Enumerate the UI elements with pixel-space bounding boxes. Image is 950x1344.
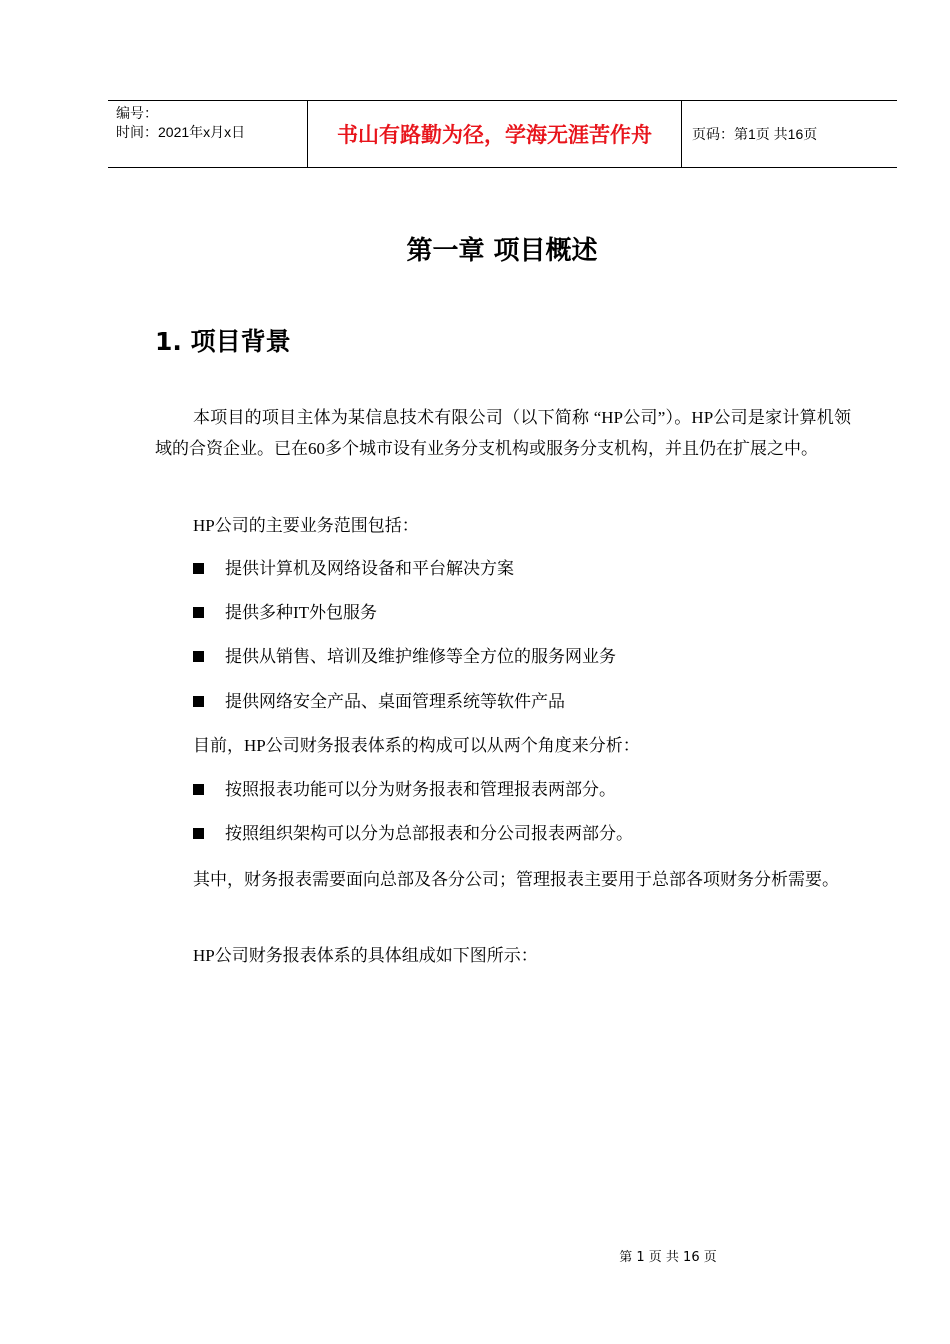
- list-item: [193, 641, 616, 672]
- square-bullet-icon: [193, 696, 204, 707]
- list-item-text: 提供网络安全产品、桌面管理系统等软件产品: [225, 692, 565, 711]
- list-item-text: 提供从销售、培训及维护维修等全方位的服务网业务: [225, 647, 616, 666]
- paragraph-figure-intro: [155, 940, 851, 971]
- square-bullet-icon: [193, 828, 204, 839]
- square-bullet-icon: [193, 563, 204, 574]
- page-footer: 第 1 页 共 16 页: [619, 1250, 717, 1265]
- header-page-info: 页码：第1页 共16页: [692, 126, 818, 142]
- chapter-title: 第一章 项目概述: [406, 236, 598, 266]
- list-item: [193, 818, 633, 849]
- paragraph-analysis-intro: [155, 730, 851, 761]
- paragraph-company-intro: [155, 402, 851, 464]
- list-item-text: 按照组织架构可以分为总部报表和分公司报表两部分。: [225, 824, 633, 843]
- paragraph-text: 本项目的项目主体为某信息技术有限公司（以下简称 “HP公司”）。HP公司是家计算机领域的合资企业。已在60多个城市设有业务分支机构或服务分支机构，并且仍在扩展之中。: [155, 408, 851, 458]
- list-item: [193, 774, 616, 805]
- header-meta: [108, 101, 308, 167]
- paragraph-text: HP公司财务报表体系的具体组成如下图所示：: [193, 946, 538, 965]
- list-item-text: 按照报表功能可以分为财务报表和管理报表两部分。: [225, 780, 616, 799]
- paragraph-text: 目前，HP公司财务报表体系的构成可以从两个角度来分析：: [193, 736, 640, 755]
- page-header: [108, 100, 897, 168]
- square-bullet-icon: [193, 784, 204, 795]
- paragraph-text: 其中，财务报表需要面向总部及各分公司；管理报表主要用于总部各项财务分析需要。: [193, 870, 839, 889]
- list-item-text: 提供计算机及网络设备和平台解决方案: [225, 559, 514, 578]
- list-item: [193, 597, 377, 628]
- list-item-text: 提供多种IT外包服务: [225, 603, 378, 622]
- document-number-label: 编号：: [116, 105, 158, 121]
- square-bullet-icon: [193, 607, 204, 618]
- list-item: [193, 553, 514, 584]
- header-motto: 书山有路勤为径，学海无涯苦作舟: [308, 101, 682, 167]
- section-title: 1. 项目背景: [155, 327, 291, 356]
- document-date-label: 时间：2021年x月x日: [116, 124, 246, 140]
- paragraph-text: HP公司的主要业务范围包括：: [193, 516, 419, 535]
- list-item: [193, 686, 565, 717]
- paragraph-business-scope: [155, 510, 851, 541]
- paragraph-report-usage: [155, 864, 851, 895]
- square-bullet-icon: [193, 651, 204, 662]
